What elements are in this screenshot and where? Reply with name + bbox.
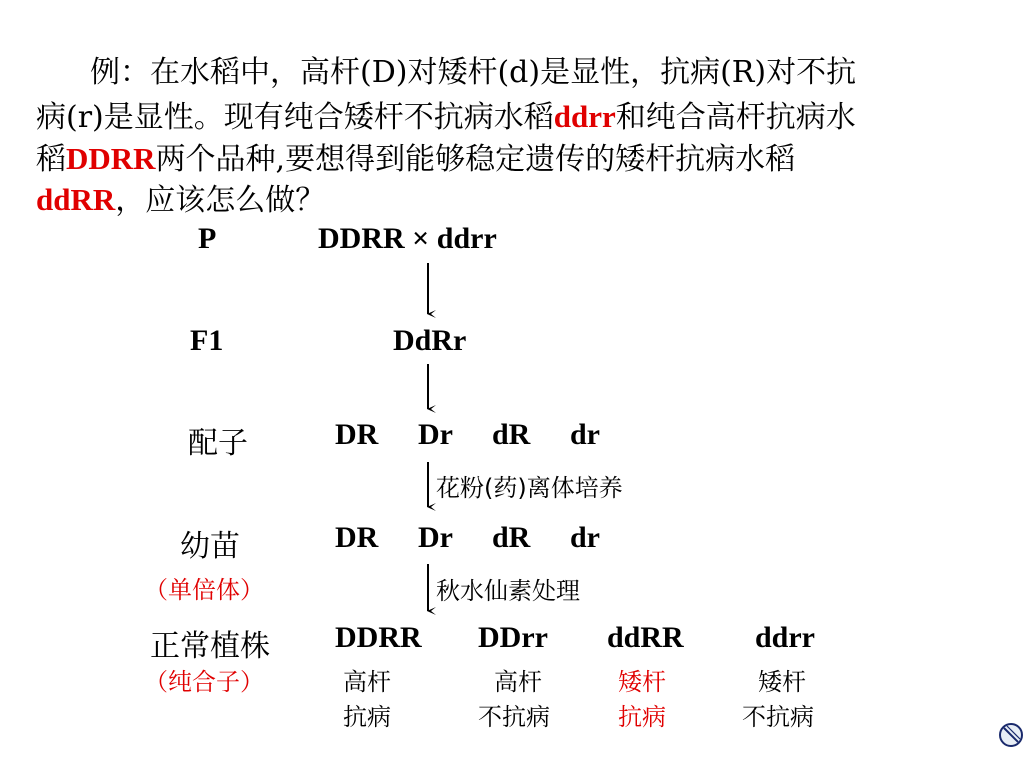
- seedling-label: 幼苗: [180, 529, 240, 564]
- plant-resistance-ddRR: 抗病: [618, 703, 666, 731]
- f1-label: F1: [190, 324, 224, 357]
- plant-sub-label: （纯合子）: [144, 668, 264, 696]
- seedling-sub-label: （单倍体）: [144, 576, 264, 604]
- problem-line-2-post: 和纯合高杆抗病水: [615, 100, 856, 135]
- problem-highlight-ddrr: ddrr: [553, 99, 616, 134]
- no-entry-nav-icon[interactable]: [998, 722, 1024, 748]
- problem-line-4-post: ，应该怎么做？: [115, 183, 326, 218]
- plant-genotype-ddRR: ddRR: [607, 621, 684, 654]
- problem-line-3-pre: 稻: [36, 142, 66, 177]
- p-label: P: [198, 222, 217, 255]
- seedling-dr: dr: [570, 521, 600, 554]
- problem-line-2-pre: 病(r)是显性。现有纯合矮杆不抗病水稻: [36, 100, 554, 135]
- gamete-Dr: Dr: [418, 418, 453, 451]
- seedling-Dr: Dr: [418, 521, 453, 554]
- gamete-DR: DR: [335, 418, 379, 451]
- step-colchicine-label: 秋水仙素处理: [436, 577, 580, 605]
- plant-genotype-DDrr: DDrr: [478, 621, 548, 654]
- no-entry-nav-icon-graphic: [998, 722, 1024, 748]
- f1-value: DdRr: [393, 324, 467, 357]
- plant-height-ddRR: 矮杆: [618, 668, 666, 696]
- plant-height-DDrr: 高杆: [494, 668, 542, 696]
- problem-highlight-DDRR: DDRR: [66, 141, 156, 176]
- problem-line-1-text: 例：在水稻中，高杆(D)对矮杆(d)是显性，抗病(R)对不抗: [90, 55, 857, 90]
- p-cross: DDRR × ddrr: [318, 222, 497, 255]
- plant-resistance-DDrr: 不抗病: [478, 703, 550, 731]
- plant-label: 正常植株: [150, 629, 270, 664]
- gamete-label: 配子: [188, 426, 248, 461]
- gamete-dr: dr: [570, 418, 600, 451]
- problem-line-3-post: 两个品种,要想得到能够稳定遗传的矮杆抗病水稻: [155, 142, 796, 177]
- plant-height-DDRR: 高杆: [343, 668, 391, 696]
- plant-genotype-ddrr: ddrr: [755, 621, 815, 654]
- plant-resistance-ddrr: 不抗病: [742, 703, 814, 731]
- plant-genotype-DDRR: DDRR: [335, 621, 422, 654]
- plant-resistance-DDRR: 抗病: [343, 703, 391, 731]
- seedling-dR: dR: [492, 521, 531, 554]
- seedling-DR: DR: [335, 521, 379, 554]
- step-pollen-culture-label: 花粉(药)离体培养: [436, 474, 623, 502]
- problem-highlight-ddRR: ddRR: [36, 182, 116, 217]
- plant-height-ddrr: 矮杆: [758, 668, 806, 696]
- gamete-dR: dR: [492, 418, 531, 451]
